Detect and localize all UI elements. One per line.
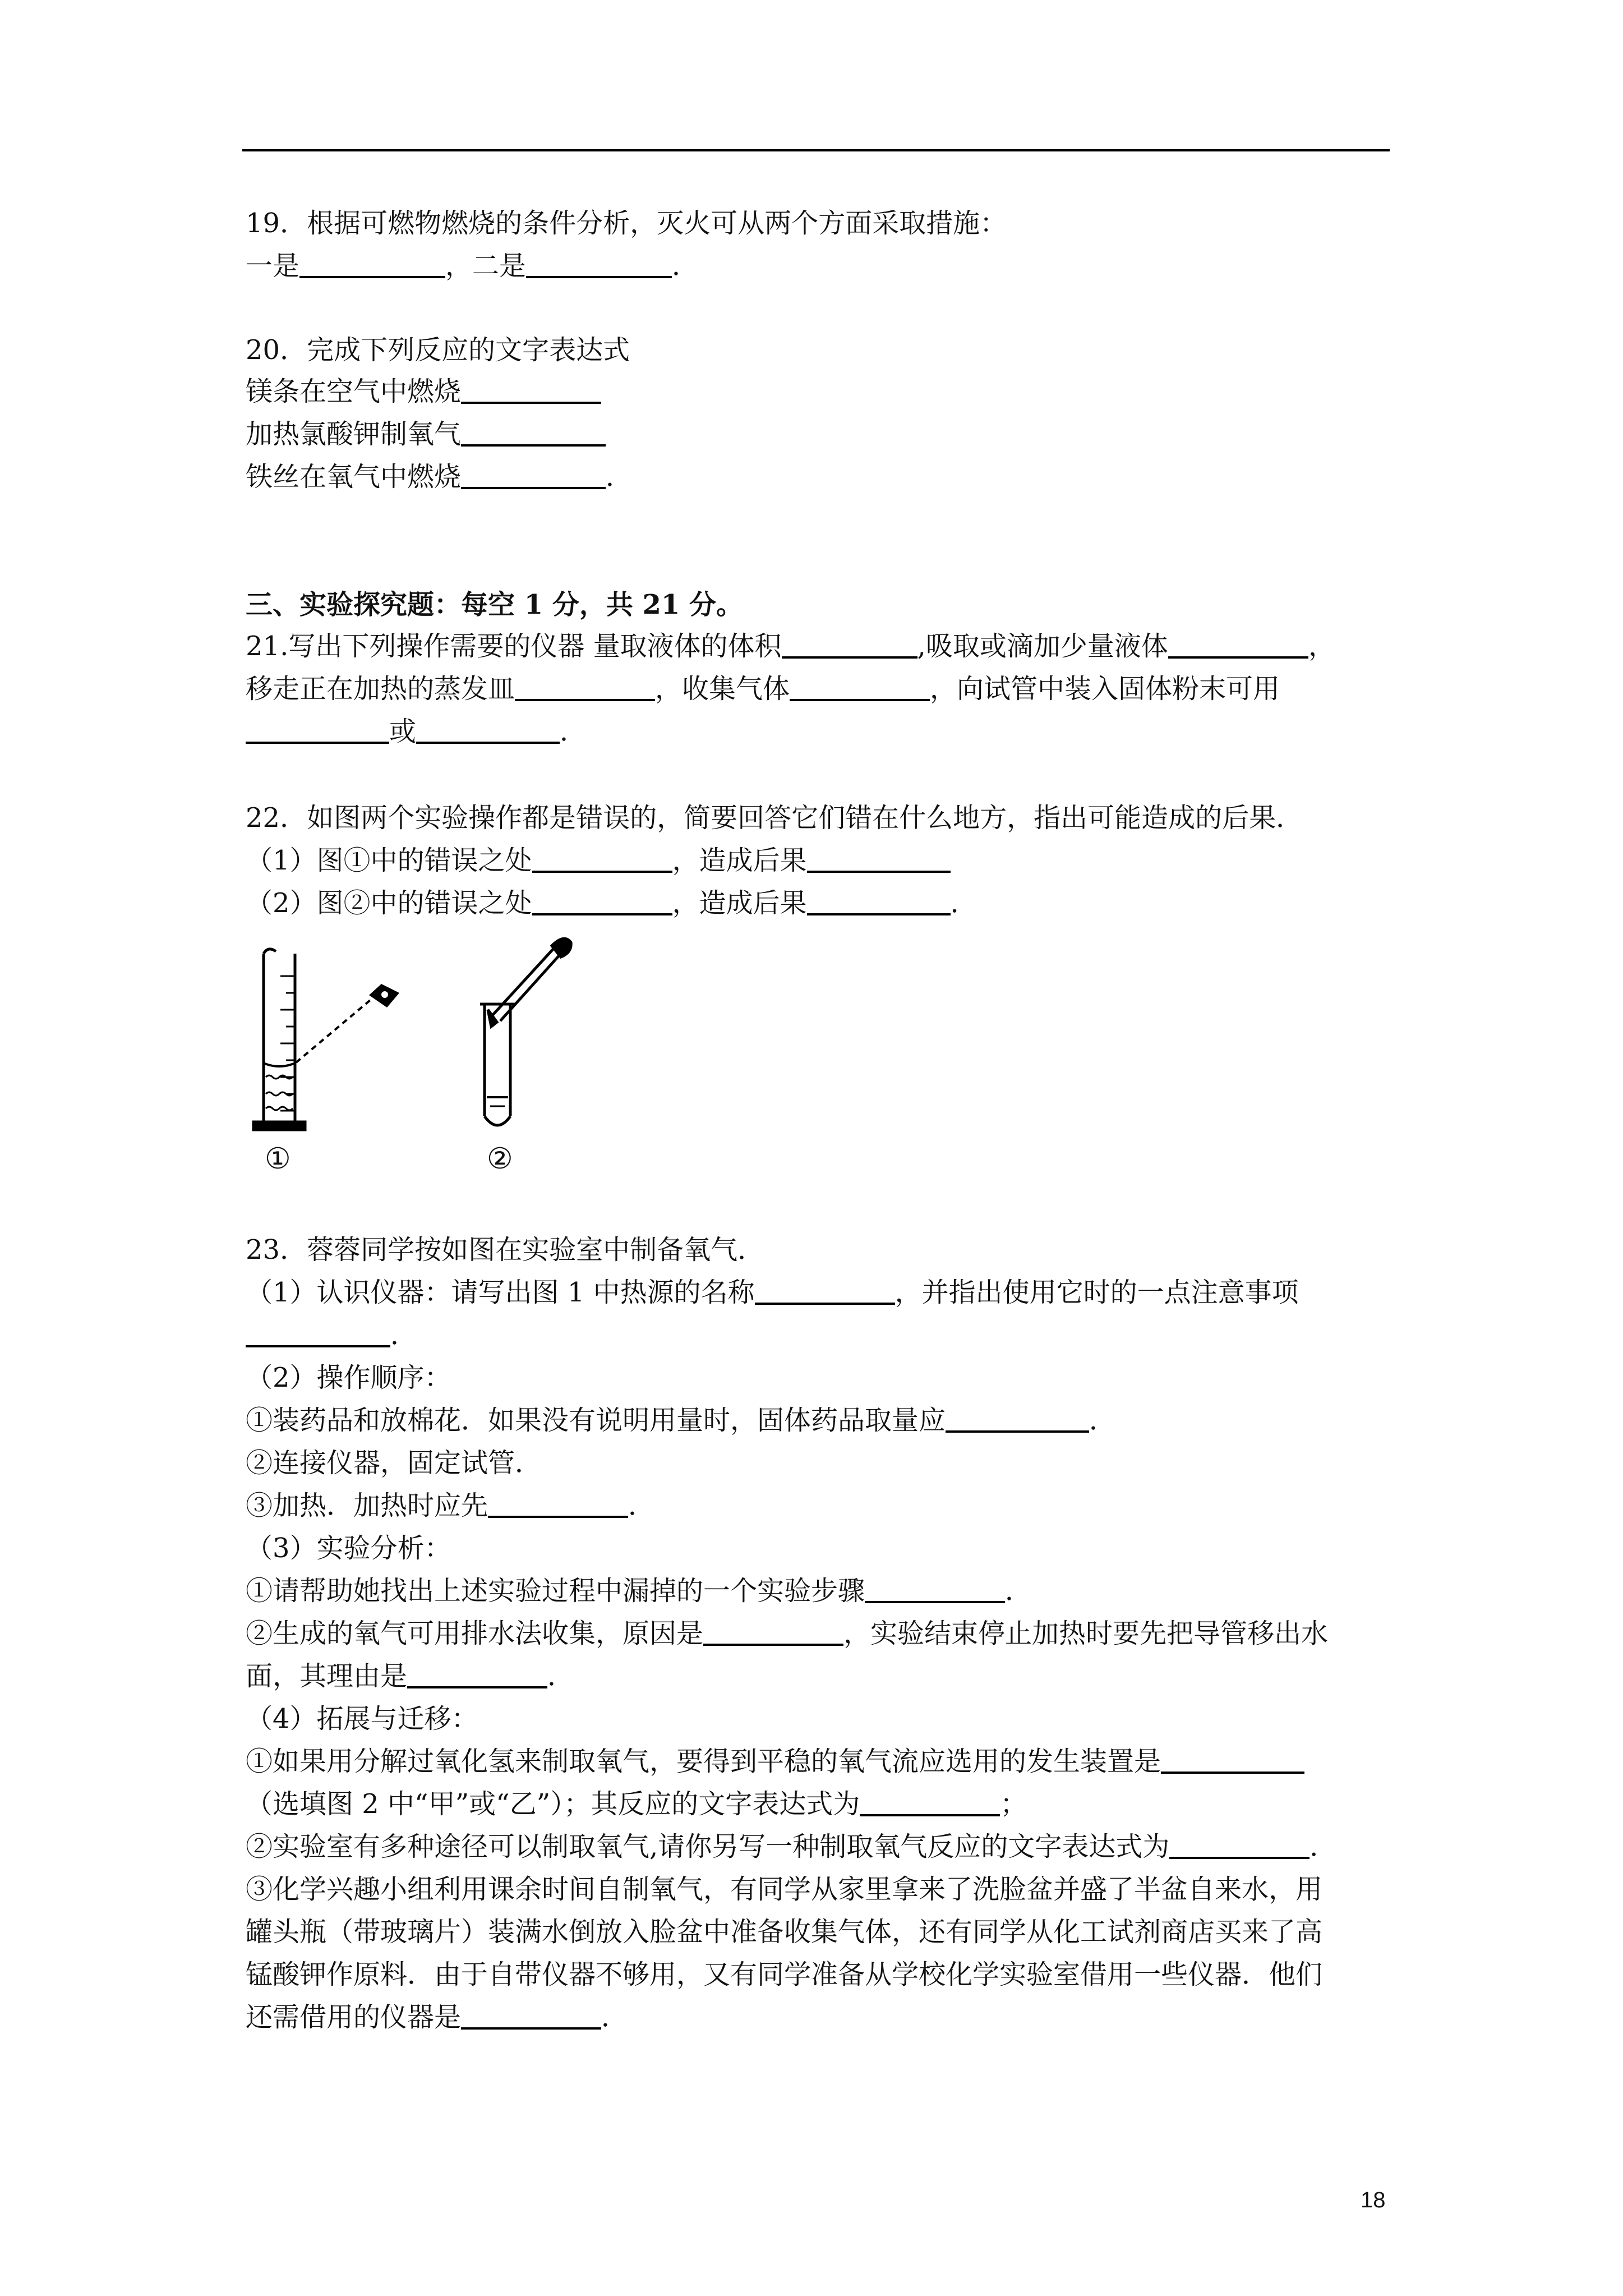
- page-number: 18: [1361, 2188, 1386, 2212]
- sight-line: [296, 997, 374, 1062]
- q21-line2: 移走正在加热的蒸发皿 ，收集气体 ，向试管中装入固体粉末可用: [246, 673, 1280, 705]
- q23-s2-1: ①装药品和放棉花．如果没有说明用量时，固体药品取量应 ．: [246, 1405, 1117, 1436]
- q23-s4-title: （4）拓展与迁移：: [246, 1703, 478, 1734]
- q20-reaction-1: 镁条在空气中燃烧: [246, 378, 601, 405]
- q23-s2-2: ②连接仪器，固定试管．: [246, 1447, 542, 1479]
- answer-blank[interactable]: [416, 719, 560, 744]
- q22-part-1: （1）图①中的错误之处 ，造成后果: [246, 847, 951, 874]
- answer-blank[interactable]: [461, 464, 606, 489]
- answer-blank[interactable]: [782, 634, 917, 659]
- answer-blank[interactable]: [790, 677, 930, 701]
- q23-s4-3-line1: ③化学兴趣小组利用课余时间自制氧气，有同学从家里拿来了洗脸盆并盛了半盆自来水，用: [246, 1874, 1323, 1905]
- dropper-icon: [488, 938, 571, 1027]
- answer-blank[interactable]: [488, 1493, 628, 1518]
- eye-icon: [369, 984, 399, 1007]
- q23-s2-title: （2）操作顺序：: [246, 1362, 451, 1393]
- q23-s3-2-cont: 面，其理由是 ．: [246, 1660, 575, 1692]
- q23-s3-title: （3）实验分析：: [246, 1533, 451, 1564]
- answer-blank[interactable]: [807, 891, 951, 915]
- q22-figure: [247, 931, 606, 1195]
- section-3-title: 三、实验探究题：每空 1 分，共 21 分。: [246, 589, 744, 620]
- answer-blank[interactable]: [807, 848, 951, 873]
- answer-blank[interactable]: [1161, 1749, 1304, 1774]
- answer-blank[interactable]: [461, 379, 601, 404]
- answer-blank[interactable]: [246, 719, 389, 744]
- answer-blank[interactable]: [755, 1280, 895, 1305]
- q20-reaction-3: 铁丝在氧气中燃烧 ．: [246, 461, 633, 493]
- q21-line3: 或 ．: [246, 718, 587, 745]
- answer-blank[interactable]: [526, 254, 672, 278]
- q23-s4-3-line3: 锰酸钾作原料．由于自带仪器不够用，又有同学准备从学校化学实验室借用一些仪器．他们: [246, 1959, 1323, 1990]
- q19-line1: 19．根据可燃物燃烧的条件分析，灭火可从两个方面采取措施：: [246, 208, 1007, 239]
- answer-blank[interactable]: [532, 891, 672, 915]
- answer-blank[interactable]: [860, 1792, 1000, 1816]
- q23-s3-2: ②生成的氧气可用排水法收集，原因是 ，实验结束停止加热时要先把导管移出水: [246, 1618, 1329, 1649]
- q23-s4-1: ①如果用分解过氧化氢来制取氧气，要得到平稳的氧气流应选用的发生装置是: [246, 1748, 1304, 1775]
- q22-title: 22．如图两个实验操作都是错误的，简要回答它们错在什么地方，指出可能造成的后果．: [246, 802, 1303, 834]
- answer-blank[interactable]: [1168, 634, 1308, 659]
- answer-blank[interactable]: [703, 1621, 843, 1646]
- q23-s4-2: ②实验室有多种途径可以制取氧气,请你另写一种制取氧气反应的文字表达式为 ．: [246, 1831, 1337, 1862]
- answer-blank[interactable]: [461, 2005, 601, 2030]
- q23-s4-1-cont: （选填图 2 中“甲”或“乙”）；其反应的文字表达式为 ；: [246, 1788, 1027, 1820]
- answer-blank[interactable]: [865, 1579, 1005, 1603]
- answer-blank[interactable]: [299, 254, 445, 278]
- answer-blank[interactable]: [532, 848, 672, 873]
- answer-blank[interactable]: [515, 677, 655, 701]
- answer-blank[interactable]: [407, 1664, 547, 1688]
- answer-blank[interactable]: [246, 1323, 390, 1347]
- answer-blank[interactable]: [1169, 1834, 1310, 1859]
- answer-blank[interactable]: [946, 1408, 1089, 1433]
- q23-s4-3-line4: 还需借用的仪器是 ．: [246, 2001, 629, 2033]
- q23-s4-3-line2: 罐头瓶（带玻璃片）装满水倒放入脸盆中准备收集气体，还有同学从化工试剂商店买来了高: [246, 1916, 1323, 1948]
- q21-line1: 21.写出下列操作需要的仪器 量取液体的体积 ,吸取或滴加少量液体 ，: [246, 631, 1335, 662]
- q20-title: 20．完成下列反应的文字表达式: [246, 334, 630, 366]
- answer-blank[interactable]: [461, 422, 606, 447]
- q20-reaction-2: 加热氯酸钾制氧气: [246, 421, 606, 448]
- q23-s2-3: ③加热．加热时应先 ．: [246, 1490, 656, 1521]
- graduated-cylinder-icon: [253, 949, 305, 1130]
- q23-title: 23．蓉蓉同学按如图在实验室中制备氧气．: [246, 1234, 765, 1266]
- q23-s1-cont: ．: [246, 1322, 417, 1349]
- figure-label-2: ②: [487, 1142, 513, 1176]
- header-rule: [242, 149, 1390, 151]
- q23-s3-1: ①请帮助她找出上述实验过程中漏掉的一个实验步骤 ．: [246, 1575, 1032, 1607]
- q23-s1: （1）认识仪器：请写出图 1 中热源的名称 ，并指出使用它时的一点注意事项: [246, 1277, 1299, 1308]
- q19-line2: 一是 ，二是 ．: [246, 250, 699, 282]
- q22-part-2: （2）图②中的错误之处 ，造成后果 ．: [246, 887, 978, 919]
- figure-label-1: ①: [265, 1142, 291, 1176]
